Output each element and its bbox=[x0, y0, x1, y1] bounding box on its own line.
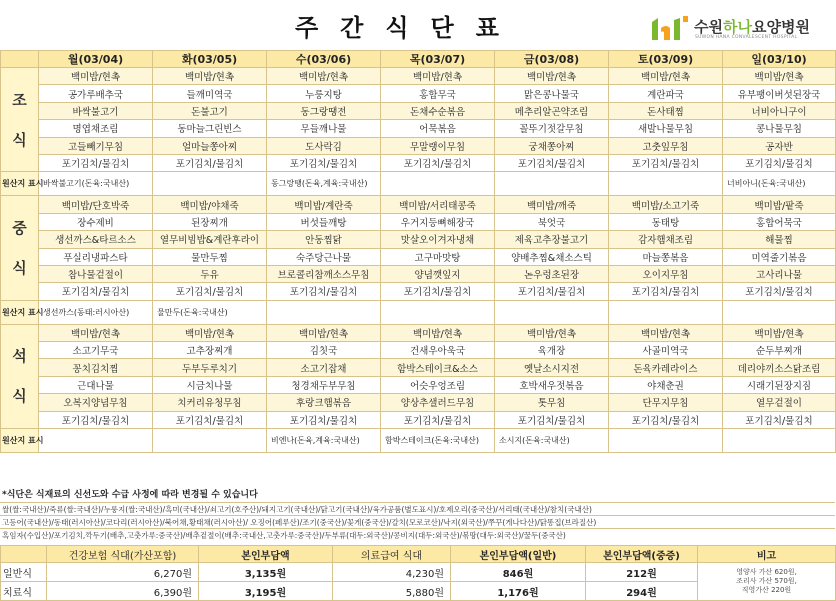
menu-item: 포기김치/물김치 bbox=[609, 154, 723, 171]
copay-severe-cost: 212원 bbox=[586, 563, 698, 582]
cost-header: 의료급여 식대 bbox=[333, 546, 451, 563]
cost-header: 본인부담액(중증) bbox=[586, 546, 698, 563]
menu-item: 돈육카레라이스 bbox=[609, 359, 723, 376]
menu-item: 동그랑땡전 bbox=[267, 102, 381, 119]
cost-header-row bbox=[1, 546, 836, 563]
origin-info bbox=[495, 172, 609, 196]
menu-row bbox=[1, 120, 836, 137]
menu-item: 돈불고기 bbox=[153, 102, 267, 119]
cost-row-label: 일반식 bbox=[1, 563, 47, 582]
menu-item: 백미밥/팥죽 bbox=[723, 196, 836, 213]
menu-item: 콩나물무침 bbox=[723, 120, 836, 137]
copay-cost: 3,195원 bbox=[199, 582, 333, 601]
menu-row bbox=[1, 265, 836, 282]
meal-label: 중 식 bbox=[1, 196, 39, 300]
menu-item: 백미밥/서리태콩죽 bbox=[381, 196, 495, 213]
menu-item: 어슷우엉조림 bbox=[381, 376, 495, 393]
menu-item: 유부팽이버섯된장국 bbox=[723, 85, 836, 102]
menu-item: 양배추찜&채소스틱 bbox=[495, 248, 609, 265]
origin-info bbox=[495, 300, 609, 324]
origin-info bbox=[723, 429, 836, 453]
day-header: 수(03/06) bbox=[267, 51, 381, 68]
menu-item: 데리야끼소스닭조림 bbox=[723, 359, 836, 376]
menu-item: 어묵볶음 bbox=[381, 120, 495, 137]
menu-item: 새발나물무침 bbox=[609, 120, 723, 137]
menu-item: 너비아니구이 bbox=[723, 102, 836, 119]
origin-note: 고등어(국내산)/동태(러시아산)/코다리(러시아산)/북어채,황태채(러시아산)/ 오징어(페루산)/조기(중국산)/꽃게(중국산)/갈치(모로코산)/낙지(외국산)/쭈꾸(게나다산)/닭똥집(브라질산) bbox=[0, 515, 835, 528]
menu-item: 소고기무국 bbox=[39, 342, 153, 359]
menu-item: 도사락김 bbox=[267, 137, 381, 154]
menu-item: 포기김치/물김치 bbox=[609, 411, 723, 428]
menu-item: 누룽지탕 bbox=[267, 85, 381, 102]
menu-row bbox=[1, 342, 836, 359]
menu-item: 포기김치/물김치 bbox=[39, 154, 153, 171]
menu-item: 포기김치/물김치 bbox=[39, 411, 153, 428]
menu-item: 미역줄기볶음 bbox=[723, 248, 836, 265]
menu-item: 동태탕 bbox=[609, 213, 723, 230]
origin-info bbox=[609, 172, 723, 196]
copay-cost: 3,135원 bbox=[199, 563, 333, 582]
menu-item: 백미밥/현촉 bbox=[723, 324, 836, 341]
menu-row bbox=[1, 283, 836, 300]
menu-item: 양상추샐러드무침 bbox=[381, 394, 495, 411]
origin-info: 비엔나(돈육,계육:국내산) bbox=[267, 429, 381, 453]
menu-item: 포기김치/물김치 bbox=[381, 411, 495, 428]
menu-item: 메추리알곤약조림 bbox=[495, 102, 609, 119]
menu-item: 포기김치/물김치 bbox=[381, 154, 495, 171]
menu-item: 논우렁초된장 bbox=[495, 265, 609, 282]
menu-item: 포기김치/물김치 bbox=[267, 411, 381, 428]
menu-item: 고춧잎무침 bbox=[609, 137, 723, 154]
menu-row bbox=[1, 376, 836, 393]
menu-row bbox=[1, 394, 836, 411]
menu-item: 계란파국 bbox=[609, 85, 723, 102]
menu-item: 호박새우젓볶음 bbox=[495, 376, 609, 393]
day-header: 토(03/09) bbox=[609, 51, 723, 68]
logo-mark-icon bbox=[648, 14, 692, 44]
menu-item: 브로콜리참깨소스무침 bbox=[267, 265, 381, 282]
page-title: 주간식단표 bbox=[295, 14, 521, 42]
menu-item: 백미밥/현촉 bbox=[39, 324, 153, 341]
origin-row bbox=[1, 172, 836, 196]
origin-row bbox=[1, 429, 836, 453]
day-header: 월(03/04) bbox=[39, 51, 153, 68]
menu-item: 포기김치/물김치 bbox=[267, 154, 381, 171]
menu-item: 포기김치/물김치 bbox=[723, 411, 836, 428]
menu-item: 순두부찌개 bbox=[723, 342, 836, 359]
menu-item: 버섯들깨탕 bbox=[267, 213, 381, 230]
menu-item: 백미밥/현촉 bbox=[267, 324, 381, 341]
logo-name: 수원하나요양병원 bbox=[694, 18, 810, 36]
menu-item: 육개장 bbox=[495, 342, 609, 359]
menu-item: 백미밥/깨죽 bbox=[495, 196, 609, 213]
menu-item: 함박스테이크&소스 bbox=[381, 359, 495, 376]
menu-item: 홍합무국 bbox=[381, 85, 495, 102]
hospital-logo bbox=[648, 14, 836, 44]
menu-item: 백미밥/현촉 bbox=[267, 68, 381, 85]
menu-item: 포기김치/물김치 bbox=[495, 154, 609, 171]
origin-label: 원산지 표시 bbox=[1, 429, 39, 453]
menu-item: 돈사태찜 bbox=[609, 102, 723, 119]
menu-row bbox=[1, 85, 836, 102]
menu-item: 백미밥/계란죽 bbox=[267, 196, 381, 213]
menu-item: 공자반 bbox=[723, 137, 836, 154]
origin-label: 원산지 표시 bbox=[1, 300, 39, 324]
origin-info: 물만두(돈육:국내산) bbox=[153, 300, 267, 324]
menu-item: 김칫국 bbox=[267, 342, 381, 359]
menu-item: 백미밥/현촉 bbox=[39, 68, 153, 85]
medical-aid-cost: 5,880원 bbox=[333, 582, 451, 601]
menu-item: 꼴뚜기젓갈무침 bbox=[495, 120, 609, 137]
day-header: 목(03/07) bbox=[381, 51, 495, 68]
menu-item: 맑은콩나물국 bbox=[495, 85, 609, 102]
menu-item: 톳무침 bbox=[495, 394, 609, 411]
origin-label: 원산지 표시 bbox=[1, 172, 39, 196]
menu-item: 안동찜닭 bbox=[267, 231, 381, 248]
origin-info bbox=[609, 429, 723, 453]
cost-remarks: 영양사 가산 620원, 조리사 가산 570원, 직영가산 220원 bbox=[698, 563, 836, 601]
origin-info: 동그랑땡(돈육,계육:국내산) bbox=[267, 172, 381, 196]
menu-item: 고사리나물 bbox=[723, 265, 836, 282]
cost-header: 비고 bbox=[698, 546, 836, 563]
menu-item: 포기김치/물김치 bbox=[153, 283, 267, 300]
menu-row bbox=[1, 359, 836, 376]
menu-item: 해물찜 bbox=[723, 231, 836, 248]
menu-item: 단무지무침 bbox=[609, 394, 723, 411]
menu-item: 포기김치/물김치 bbox=[609, 283, 723, 300]
menu-item: 백미밥/현촉 bbox=[609, 68, 723, 85]
menu-item: 고구마맛탕 bbox=[381, 248, 495, 265]
menu-item: 참나물겉절이 bbox=[39, 265, 153, 282]
menu-item: 사골미역국 bbox=[609, 342, 723, 359]
origin-info: 소시지(돈육:국내산) bbox=[495, 429, 609, 453]
menu-item: 양념깻잎지 bbox=[381, 265, 495, 282]
menu-item: 무들깨나물 bbox=[267, 120, 381, 137]
menu-item: 홍합어묵국 bbox=[723, 213, 836, 230]
menu-item: 청경채두부무침 bbox=[267, 376, 381, 393]
cost-header: 건강보험 식대(가산포함) bbox=[47, 546, 199, 563]
menu-item: 꽁치김치찜 bbox=[39, 359, 153, 376]
menu-row bbox=[1, 196, 836, 213]
menu-item: 백미밥/현촉 bbox=[609, 324, 723, 341]
menu-item: 감자햄채조림 bbox=[609, 231, 723, 248]
origin-info bbox=[39, 429, 153, 453]
menu-item: 생선까스&타르소스 bbox=[39, 231, 153, 248]
menu-item: 숙주당근나물 bbox=[267, 248, 381, 265]
menu-item: 옛날소시지전 bbox=[495, 359, 609, 376]
origin-info bbox=[381, 172, 495, 196]
menu-row bbox=[1, 231, 836, 248]
menu-item: 치커리유청무침 bbox=[153, 394, 267, 411]
menu-row bbox=[1, 68, 836, 85]
notes-disclaimer: *식단은 식재료의 신선도와 수급 사정에 따라 변경될 수 있습니다 bbox=[2, 490, 258, 500]
menu-item: 바싹불고기 bbox=[39, 102, 153, 119]
origin-info bbox=[609, 300, 723, 324]
menu-item: 명엽채조림 bbox=[39, 120, 153, 137]
menu-item: 북엇국 bbox=[495, 213, 609, 230]
cost-header: 본인부담액(일반) bbox=[451, 546, 586, 563]
menu-item: 고추장찌개 bbox=[153, 342, 267, 359]
weekly-menu-table bbox=[0, 50, 836, 453]
menu-item: 백미밥/현촉 bbox=[381, 324, 495, 341]
meal-label: 석 식 bbox=[1, 324, 39, 428]
menu-item: 고들빼기무침 bbox=[39, 137, 153, 154]
menu-item: 열무비빔밥&계란후라이 bbox=[153, 231, 267, 248]
origin-info: 너비아니(돈육:국내산) bbox=[723, 172, 836, 196]
menu-item: 백미밥/현촉 bbox=[495, 68, 609, 85]
menu-item: 장수제비 bbox=[39, 213, 153, 230]
menu-item: 포기김치/물김치 bbox=[267, 283, 381, 300]
menu-item: 후랑크햄볶음 bbox=[267, 394, 381, 411]
menu-item: 무말랭이무침 bbox=[381, 137, 495, 154]
menu-item: 들깨미역국 bbox=[153, 85, 267, 102]
origin-info bbox=[381, 300, 495, 324]
menu-item: 우거지등뼈해장국 bbox=[381, 213, 495, 230]
medical-aid-cost: 4,230원 bbox=[333, 563, 451, 582]
menu-row bbox=[1, 324, 836, 341]
menu-item: 맛살오이겨자냉채 bbox=[381, 231, 495, 248]
health-insurance-cost: 6,270원 bbox=[47, 563, 199, 582]
menu-item: 오이지무침 bbox=[609, 265, 723, 282]
menu-item: 얼마늘쫑아찌 bbox=[153, 137, 267, 154]
menu-item: 소고기잡채 bbox=[267, 359, 381, 376]
menu-row bbox=[1, 213, 836, 230]
menu-item: 백미밥/현촉 bbox=[153, 68, 267, 85]
origin-note: 쌀(쌀:국내산)/죽류(쌀:국내산)/누룽지(쌀:국내산)/흑미(국내산)/쇠고기(호주산)/돼지고기(국내산)/닭고기(국내산)/육가공품(별도표시)/호제오리(중국산)/서리태(국내산)/참치(국내산) bbox=[0, 502, 835, 515]
cost-row bbox=[1, 563, 836, 582]
menu-item: 돈채수순볶음 bbox=[381, 102, 495, 119]
menu-row bbox=[1, 411, 836, 428]
health-insurance-cost: 6,390원 bbox=[47, 582, 199, 601]
menu-item: 백미밥/현촉 bbox=[381, 68, 495, 85]
menu-item: 포기김치/물김치 bbox=[153, 411, 267, 428]
menu-item: 물만두찜 bbox=[153, 248, 267, 265]
day-header-row bbox=[1, 51, 836, 68]
menu-item: 열무겉절이 bbox=[723, 394, 836, 411]
menu-item: 푸실리냉파스타 bbox=[39, 248, 153, 265]
origin-info bbox=[723, 300, 836, 324]
menu-item: 야채춘권 bbox=[609, 376, 723, 393]
menu-item: 포기김치/물김치 bbox=[39, 283, 153, 300]
cost-header-blank bbox=[1, 546, 47, 563]
copay-severe-cost: 294원 bbox=[586, 582, 698, 601]
meal-cost-table bbox=[0, 545, 836, 601]
menu-item: 시금치나물 bbox=[153, 376, 267, 393]
menu-item: 궁채쫑아찌 bbox=[495, 137, 609, 154]
origin-info: 생선까스(동태:러시아산) bbox=[39, 300, 153, 324]
notes-section bbox=[0, 489, 835, 541]
menu-item: 포기김치/물김치 bbox=[381, 283, 495, 300]
menu-item: 된장찌개 bbox=[153, 213, 267, 230]
copay-general-cost: 1,176원 bbox=[451, 582, 586, 601]
menu-row bbox=[1, 248, 836, 265]
day-header: 일(03/10) bbox=[723, 51, 836, 68]
menu-item: 포기김치/물김치 bbox=[153, 154, 267, 171]
day-header: 금(03/08) bbox=[495, 51, 609, 68]
menu-item: 공가루배추국 bbox=[39, 85, 153, 102]
menu-item: 백미밥/단호박죽 bbox=[39, 196, 153, 213]
menu-item: 포기김치/물김치 bbox=[495, 411, 609, 428]
origin-info bbox=[153, 429, 267, 453]
copay-general-cost: 846원 bbox=[451, 563, 586, 582]
menu-row bbox=[1, 154, 836, 171]
logo-subtitle: SUWON HANA CONVALESCENT HOSPITAL bbox=[695, 35, 798, 40]
menu-item: 시래기된장지짐 bbox=[723, 376, 836, 393]
origin-row bbox=[1, 300, 836, 324]
cost-row-label: 치료식 bbox=[1, 582, 47, 601]
origin-info bbox=[153, 172, 267, 196]
menu-item: 동마늘그린빈스 bbox=[153, 120, 267, 137]
menu-row bbox=[1, 137, 836, 154]
menu-item: 건새우아욱국 bbox=[381, 342, 495, 359]
menu-item: 백미밥/야채죽 bbox=[153, 196, 267, 213]
origin-note: 흑임자(수입산)/포기김치,깍두기(배추,고춧가루:중국산)/배추겉절이(배추:국내산,고춧가루:중국산)/두부류(대두:외국산)/콩비지(대두:외국산)/볶땅(대두:외국산)/꿀두(중국산) bbox=[0, 528, 835, 541]
page-header bbox=[0, 0, 835, 46]
menu-item: 포기김치/물김치 bbox=[723, 154, 836, 171]
menu-item: 제육고추장불고기 bbox=[495, 231, 609, 248]
meal-label: 조 식 bbox=[1, 68, 39, 172]
origin-info: 함박스테이크(돈육:국내산) bbox=[381, 429, 495, 453]
menu-item: 두부두루치기 bbox=[153, 359, 267, 376]
origin-info bbox=[267, 300, 381, 324]
menu-item: 백미밥/현촉 bbox=[495, 324, 609, 341]
corner-cell bbox=[1, 51, 39, 68]
menu-item: 백미밥/현촉 bbox=[153, 324, 267, 341]
menu-item: 포기김치/물김치 bbox=[495, 283, 609, 300]
day-header: 화(03/05) bbox=[153, 51, 267, 68]
cost-header: 본인부담액 bbox=[199, 546, 333, 563]
menu-item: 마늘쫑볶음 bbox=[609, 248, 723, 265]
menu-item: 오복지양념무침 bbox=[39, 394, 153, 411]
menu-item: 백미밥/현촉 bbox=[723, 68, 836, 85]
menu-item: 포기김치/물김치 bbox=[723, 283, 836, 300]
menu-item: 근대나물 bbox=[39, 376, 153, 393]
menu-item: 두유 bbox=[153, 265, 267, 282]
menu-item: 백미밥/소고기죽 bbox=[609, 196, 723, 213]
menu-row bbox=[1, 102, 836, 119]
origin-info: 바싹불고기(돈육:국내산) bbox=[39, 172, 153, 196]
